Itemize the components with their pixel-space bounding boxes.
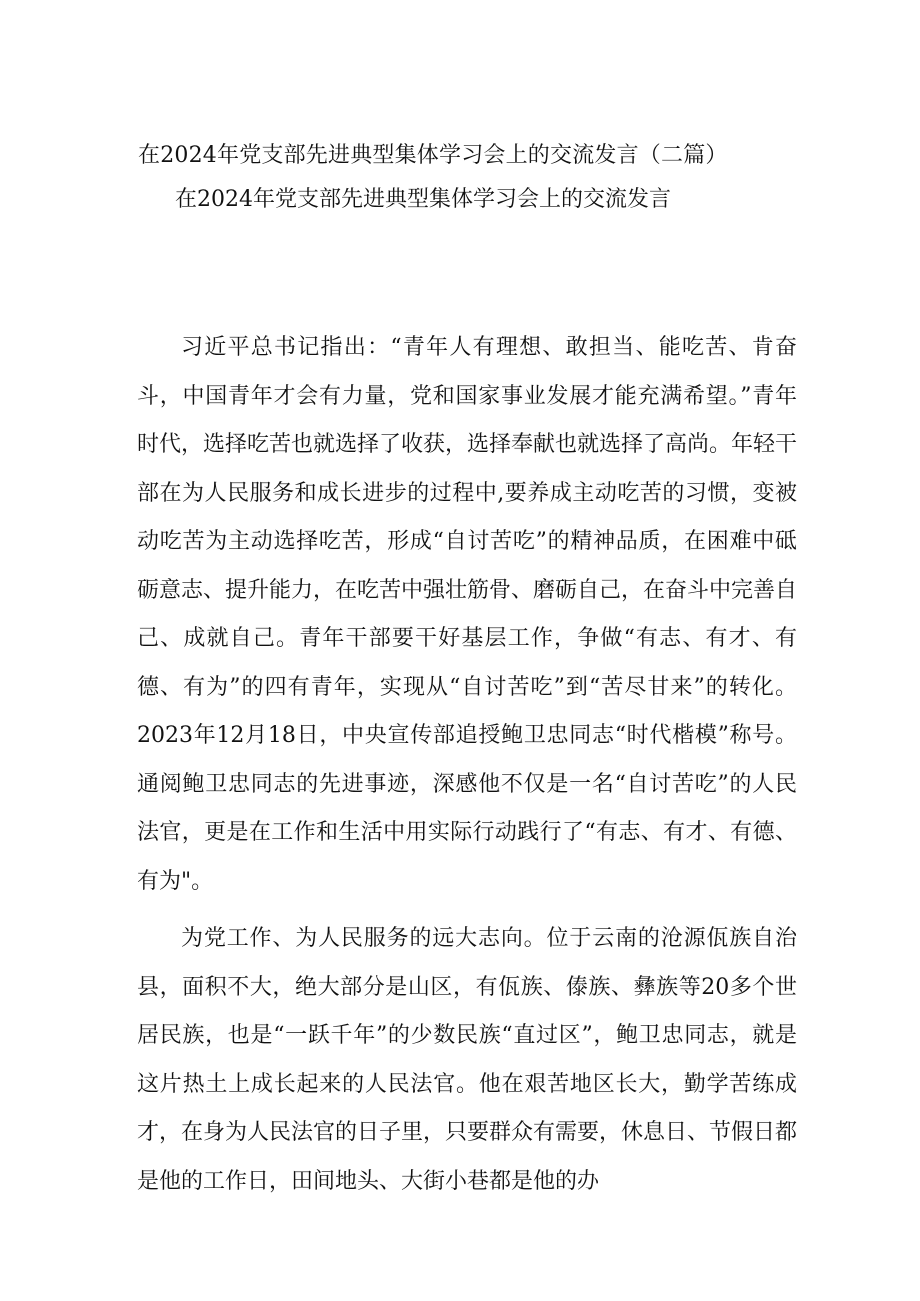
document-subtitle: 在2024年党支部先进典型集体学习会上的交流发言 (175, 187, 671, 212)
document-title: 在2024年党支部先进典型集体学习会上的交流发言（二篇） (138, 143, 728, 168)
body-paragraph: 习近平总书记指出：“青年人有理想、敢担当、能吃苦、肯奋斗，中国青年才会有力量，党和国家事业发展才能充满希望。”青年时代，选择吃苦也就选择了收获，选择奉献也就选择了高尚。年轻干部在为人民服务和成长进步的过程中,要养成主动吃苦的习惯，变被动吃苦为主动选择吃苦，形成“自讨苦吃”的精神品质，在困难中砥砺意志、提升能力，在吃苦中强壮筋骨、磨砺自己，在奋斗中完善自己、成就自己。青年干部要干好基层工作，争做“有志、有才、有德、有为”的四有青年，实现从“自讨苦吃”到“苦尽甘来”的转化。2023年12月18日，中央宣传部追授鲍卫忠同志“时代楷模”称号。通阅鲍卫忠同志的先进事迹，深感他不仅是一名“自讨苦吃”的人民法官，更是在工作和生活中用实际行动践行了“有志、有才、有德、有为"。 (137, 335, 798, 894)
body-paragraph: 为党工作、为人民服务的远大志向。位于云南的沧源佤族自治县，面积不大，绝大部分是山区，有佤族、傣族、彝族等20多个世居民族，也是“一跃千年”的少数民族“直过区”，鲍卫忠同志，就是这片热土上成长起来的人民法官。他在艰苦地区长大，勤学苦练成才，在身为人民法官的日子里，只要群众有需要，休息日、节假日都是他的工作日，田间地头、大街小巷都是他的办 (137, 926, 798, 1194)
